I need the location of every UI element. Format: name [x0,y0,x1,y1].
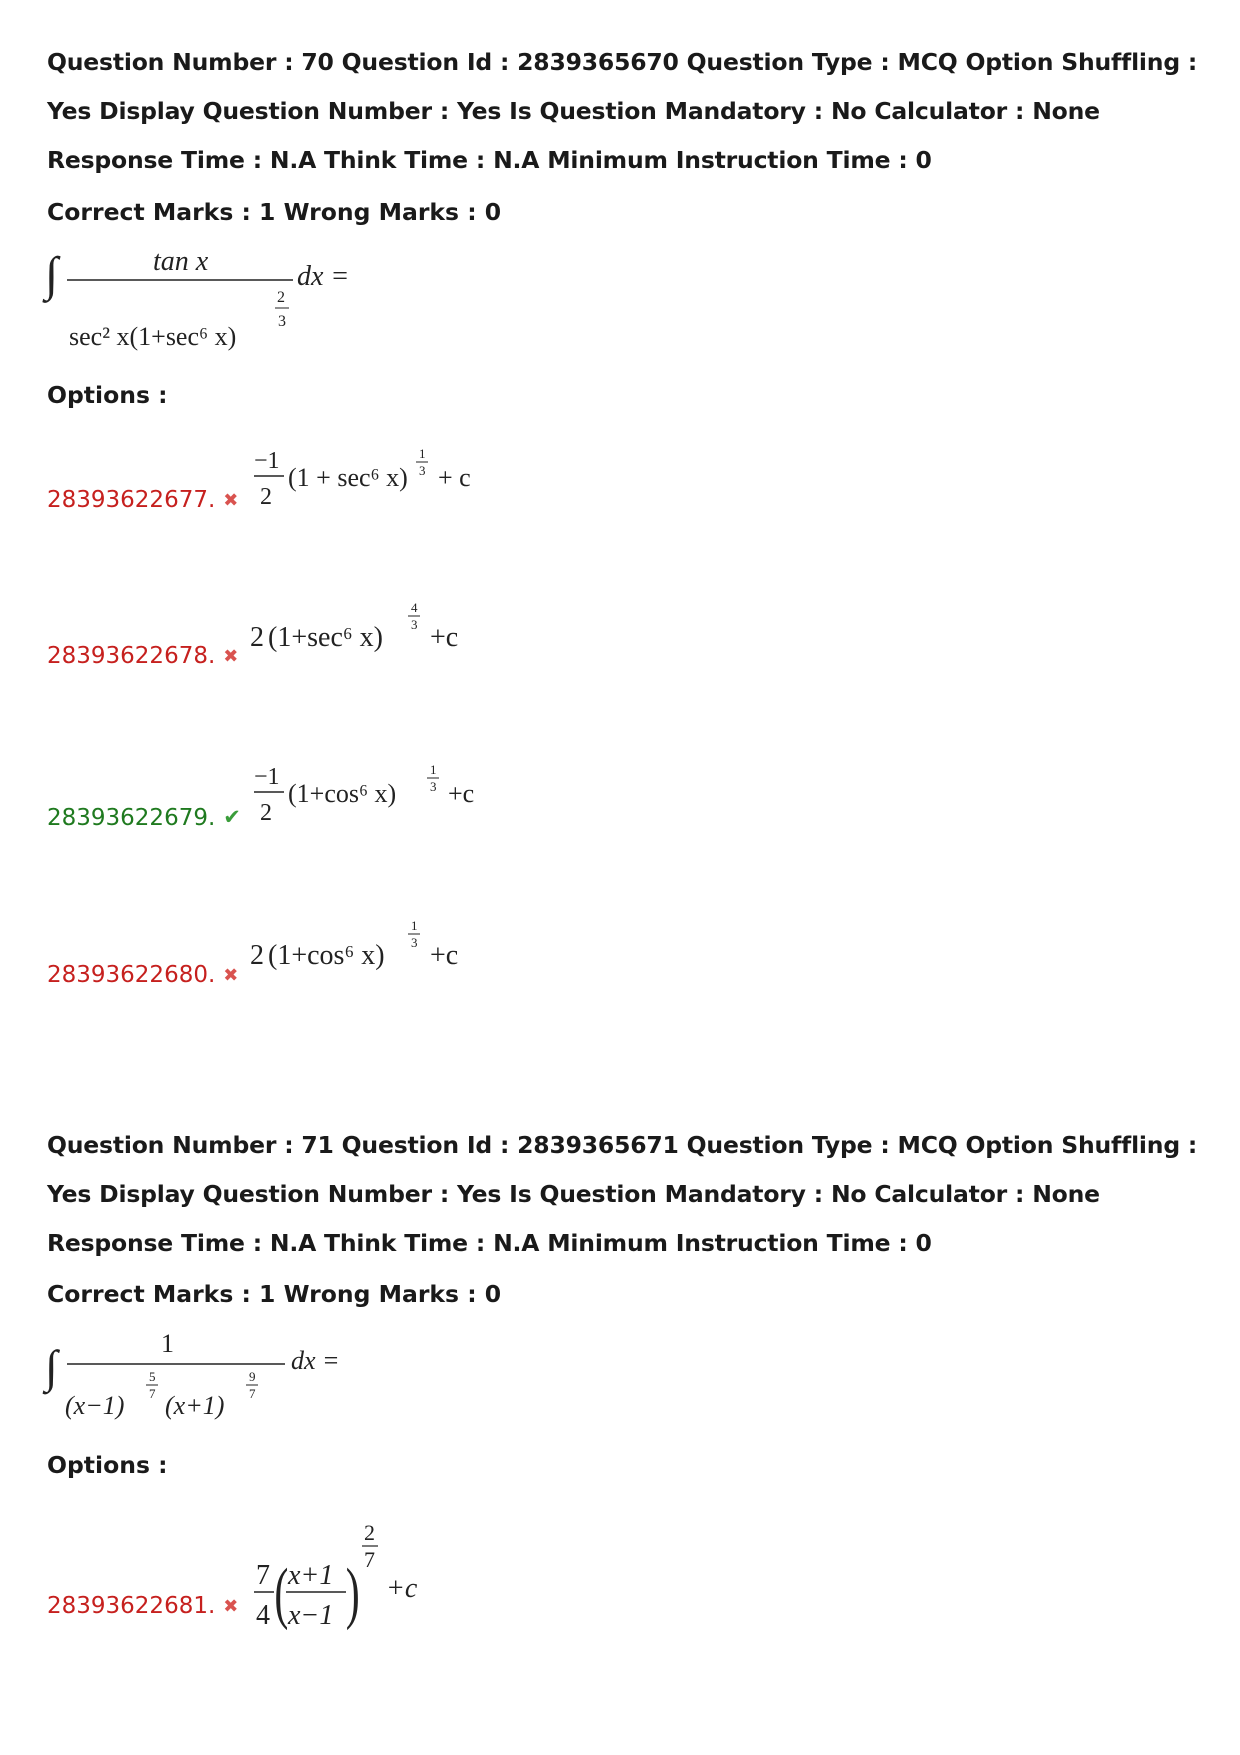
svg-text:+c: +c [448,779,475,808]
integral-sign: ∫ [45,1341,58,1392]
option-id: 28393622680. [47,962,216,988]
option-row[interactable] [47,643,238,683]
svg-text:2: 2 [260,800,272,826]
svg-text:2: 2 [260,484,272,510]
svg-text:(x+1): (x+1) [165,1391,225,1420]
cross-icon: ✖ [223,1596,239,1617]
svg-text:1: 1 [411,918,418,933]
option-formula [252,440,512,520]
option-row[interactable] [47,487,238,527]
option-row[interactable] [47,1593,238,1633]
cross-icon: ✖ [223,646,239,667]
q70-den-exp-den: 3 [278,313,286,330]
svg-text:9: 9 [249,1369,256,1384]
option-row[interactable] [47,962,238,1002]
check-icon: ✔ [223,805,241,829]
question-70-marks: Correct Marks : 1 Wrong Marks : 0 [47,198,502,226]
svg-text:−1: −1 [254,448,280,474]
svg-text:(x−1): (x−1) [65,1391,125,1420]
svg-text:(1 + sec⁶ x): (1 + sec⁶ x) [288,463,408,492]
question-70-formula [45,240,365,370]
svg-text:2: 2 [250,940,264,971]
question-71-marks: Correct Marks : 1 Wrong Marks : 0 [47,1280,502,1308]
question-70-metadata: Question Number : 70 Question Id : 2839365670 Question Type : MCQ Option Shuffling : Yes Display Question Number : Yes Is Question Mandatory : No Calculator : None Response Time : N.A Think Time : N.A Minimum Instruction Time : 0 [47,48,1198,174]
question-71-options-label: Options : [47,1451,168,1479]
option-id: 28393622681. [47,1593,216,1619]
svg-text:3: 3 [419,463,426,478]
svg-text:x−1: x−1 [288,1600,334,1631]
svg-text:(: ( [274,1555,289,1632]
svg-text:1: 1 [430,762,437,777]
svg-text:x+1: x+1 [288,1560,334,1591]
svg-text:2: 2 [364,1520,375,1545]
svg-text:3: 3 [430,779,437,794]
svg-text:5: 5 [149,1369,156,1384]
svg-text:+c: +c [430,622,459,653]
question-71-formula [45,1320,345,1430]
svg-text:7: 7 [256,1560,270,1591]
svg-text:(1+sec⁶ x): (1+sec⁶ x) [268,622,383,653]
q70-den-main: sec² x(1+sec⁶ x) [69,322,237,351]
svg-text:+c: +c [386,1573,418,1604]
option-id: 28393622679. [47,805,216,831]
option-formula [252,756,512,836]
q70-numerator: tan x [153,246,209,277]
option-formula [248,912,508,992]
svg-text:1: 1 [161,1329,174,1358]
integral-sign: ∫ [45,248,59,301]
svg-text:dx =: dx = [291,1346,340,1375]
svg-text:3: 3 [411,935,418,950]
option-formula [252,1512,452,1632]
cross-icon: ✖ [223,490,239,511]
q70-tail: dx = [297,261,350,292]
svg-text:+c: +c [430,940,459,971]
svg-text:4: 4 [256,1600,270,1631]
question-71-metadata: Question Number : 71 Question Id : 2839365671 Question Type : MCQ Option Shuffling : Yes Display Question Number : Yes Is Question Mandatory : No Calculator : None Response Time : N.A Think Time : N.A Minimum Instruction Time : 0 [47,1131,1198,1257]
svg-text:(1+cos⁶ x): (1+cos⁶ x) [288,779,397,808]
svg-text:7: 7 [249,1386,256,1401]
svg-text:2: 2 [250,622,264,653]
option-formula [248,596,508,676]
svg-text:+ c: + c [438,463,471,492]
svg-text:4: 4 [411,600,418,615]
svg-text:−1: −1 [254,764,280,790]
cross-icon: ✖ [223,965,239,986]
svg-text:): ) [345,1555,360,1632]
svg-text:7: 7 [364,1547,375,1572]
svg-text:(1+cos⁶ x): (1+cos⁶ x) [268,940,385,971]
option-id: 28393622677. [47,487,216,513]
question-70-options-label: Options : [47,381,168,409]
option-id: 28393622678. [47,643,216,669]
q70-den-exp-num: 2 [277,289,285,306]
svg-text:1: 1 [419,446,426,461]
option-row[interactable] [47,805,241,845]
svg-text:7: 7 [149,1386,156,1401]
svg-text:3: 3 [411,617,418,632]
